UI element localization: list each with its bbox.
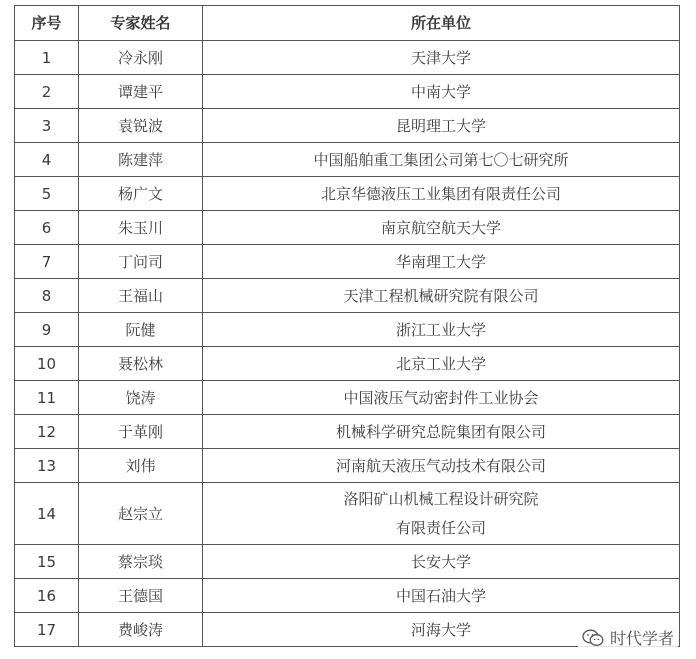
cell-affiliation: [203, 245, 680, 279]
cell-number: 11: [15, 381, 79, 415]
cell-expert-name: 刘伟: [79, 449, 203, 483]
cell-expert-name: 陈建萍: [79, 143, 203, 177]
cell-affiliation: [203, 579, 680, 613]
cell-affiliation: [203, 483, 680, 545]
cell-affiliation: [203, 313, 680, 347]
cell-affiliation: [203, 415, 680, 449]
affiliation-line: 中国石油大学: [395, 586, 486, 605]
cell-affiliation: [203, 143, 680, 177]
cell-expert-name: 赵宗立: [79, 483, 203, 545]
affiliation-line: 中国液压气动密封件工业协会: [343, 388, 539, 407]
affiliation-line: 南京航空航天大学: [380, 218, 501, 237]
table-body: [15, 41, 680, 647]
cell-number: 12: [15, 415, 79, 449]
cell-number: 17: [15, 613, 79, 647]
cell-number: 1: [15, 41, 79, 75]
cell-expert-name: 王德国: [79, 579, 203, 613]
header-affiliation: 所在单位: [203, 6, 680, 41]
cell-affiliation: [203, 381, 680, 415]
table-row: [15, 41, 680, 75]
cell-affiliation: [203, 75, 680, 109]
affiliation-line: 天津工程机械研究院有限公司: [343, 286, 539, 305]
cell-affiliation: [203, 41, 680, 75]
table-row: [15, 347, 680, 381]
table-row: [15, 313, 680, 347]
cell-number: 13: [15, 449, 79, 483]
header-expert-name: 专家姓名: [79, 6, 203, 41]
affiliation-line: 华南理工大学: [395, 252, 486, 271]
affiliation-line: 北京华德液压工业集团有限责任公司: [320, 184, 561, 203]
table-row: [15, 75, 680, 109]
cell-affiliation: [203, 347, 680, 381]
cell-number: 15: [15, 545, 79, 579]
cell-expert-name: 朱玉川: [79, 211, 203, 245]
affiliation-line: 洛阳矿山机械工程设计研究院: [343, 490, 539, 508]
table-row: [15, 279, 680, 313]
affiliation-line: 天津大学: [410, 48, 471, 67]
table-row: [15, 211, 680, 245]
table-row: [15, 177, 680, 211]
cell-number: 4: [15, 143, 79, 177]
cell-expert-name: 于革刚: [79, 415, 203, 449]
table-row: [15, 545, 680, 579]
affiliation-line: 昆明理工大学: [395, 116, 486, 135]
watermark: [578, 624, 678, 651]
wechat-icon: [582, 629, 604, 647]
cell-number: 6: [15, 211, 79, 245]
cell-expert-name: 饶涛: [79, 381, 203, 415]
cell-expert-name: 王福山: [79, 279, 203, 313]
cell-number: 9: [15, 313, 79, 347]
cell-expert-name: 聂松林: [79, 347, 203, 381]
cell-expert-name: 费峻涛: [79, 613, 203, 647]
table-row: [15, 245, 680, 279]
cell-affiliation: [203, 109, 680, 143]
cell-affiliation: [203, 449, 680, 483]
affiliation-line: 有限责任公司: [395, 519, 486, 537]
cell-expert-name: 丁问司: [79, 245, 203, 279]
table-row: [15, 579, 680, 613]
table-row: [15, 143, 680, 177]
cell-number: 14: [15, 483, 79, 545]
cell-expert-name: 谭建平: [79, 75, 203, 109]
cell-number: 8: [15, 279, 79, 313]
table-row: [15, 381, 680, 415]
header-number: 序号: [15, 6, 79, 41]
cell-expert-name: 蔡宗琰: [79, 545, 203, 579]
affiliation-line: 河南航天液压气动技术有限公司: [335, 456, 546, 475]
cell-number: 3: [15, 109, 79, 143]
cell-number: 5: [15, 177, 79, 211]
table-header-row: [15, 6, 680, 41]
affiliation-line: 河海大学: [410, 620, 471, 639]
cell-affiliation: [203, 545, 680, 579]
table-row: [15, 449, 680, 483]
affiliation-line: 中国船舶重工集团公司第七〇七研究所: [313, 150, 569, 169]
cell-expert-name: 杨广文: [79, 177, 203, 211]
affiliation-line: 长安大学: [410, 552, 471, 571]
cell-number: 10: [15, 347, 79, 381]
affiliation-line: 中南大学: [410, 82, 471, 101]
watermark-text: 时代学者: [609, 629, 674, 648]
cell-expert-name: 阮健: [79, 313, 203, 347]
affiliation-line: 浙江工业大学: [395, 320, 486, 339]
cell-affiliation: [203, 177, 680, 211]
affiliation-line: 机械科学研究总院集团有限公司: [335, 422, 546, 441]
cell-number: 16: [15, 579, 79, 613]
table-row: [15, 109, 680, 143]
table-row: [15, 483, 680, 545]
cell-expert-name: 冷永刚: [79, 41, 203, 75]
affiliation-line: 北京工业大学: [395, 354, 486, 373]
cell-affiliation: [203, 211, 680, 245]
table-row: [15, 415, 680, 449]
cell-expert-name: 袁锐波: [79, 109, 203, 143]
expert-table: [14, 5, 680, 647]
cell-affiliation: [203, 279, 680, 313]
cell-number: 2: [15, 75, 79, 109]
cell-number: 7: [15, 245, 79, 279]
